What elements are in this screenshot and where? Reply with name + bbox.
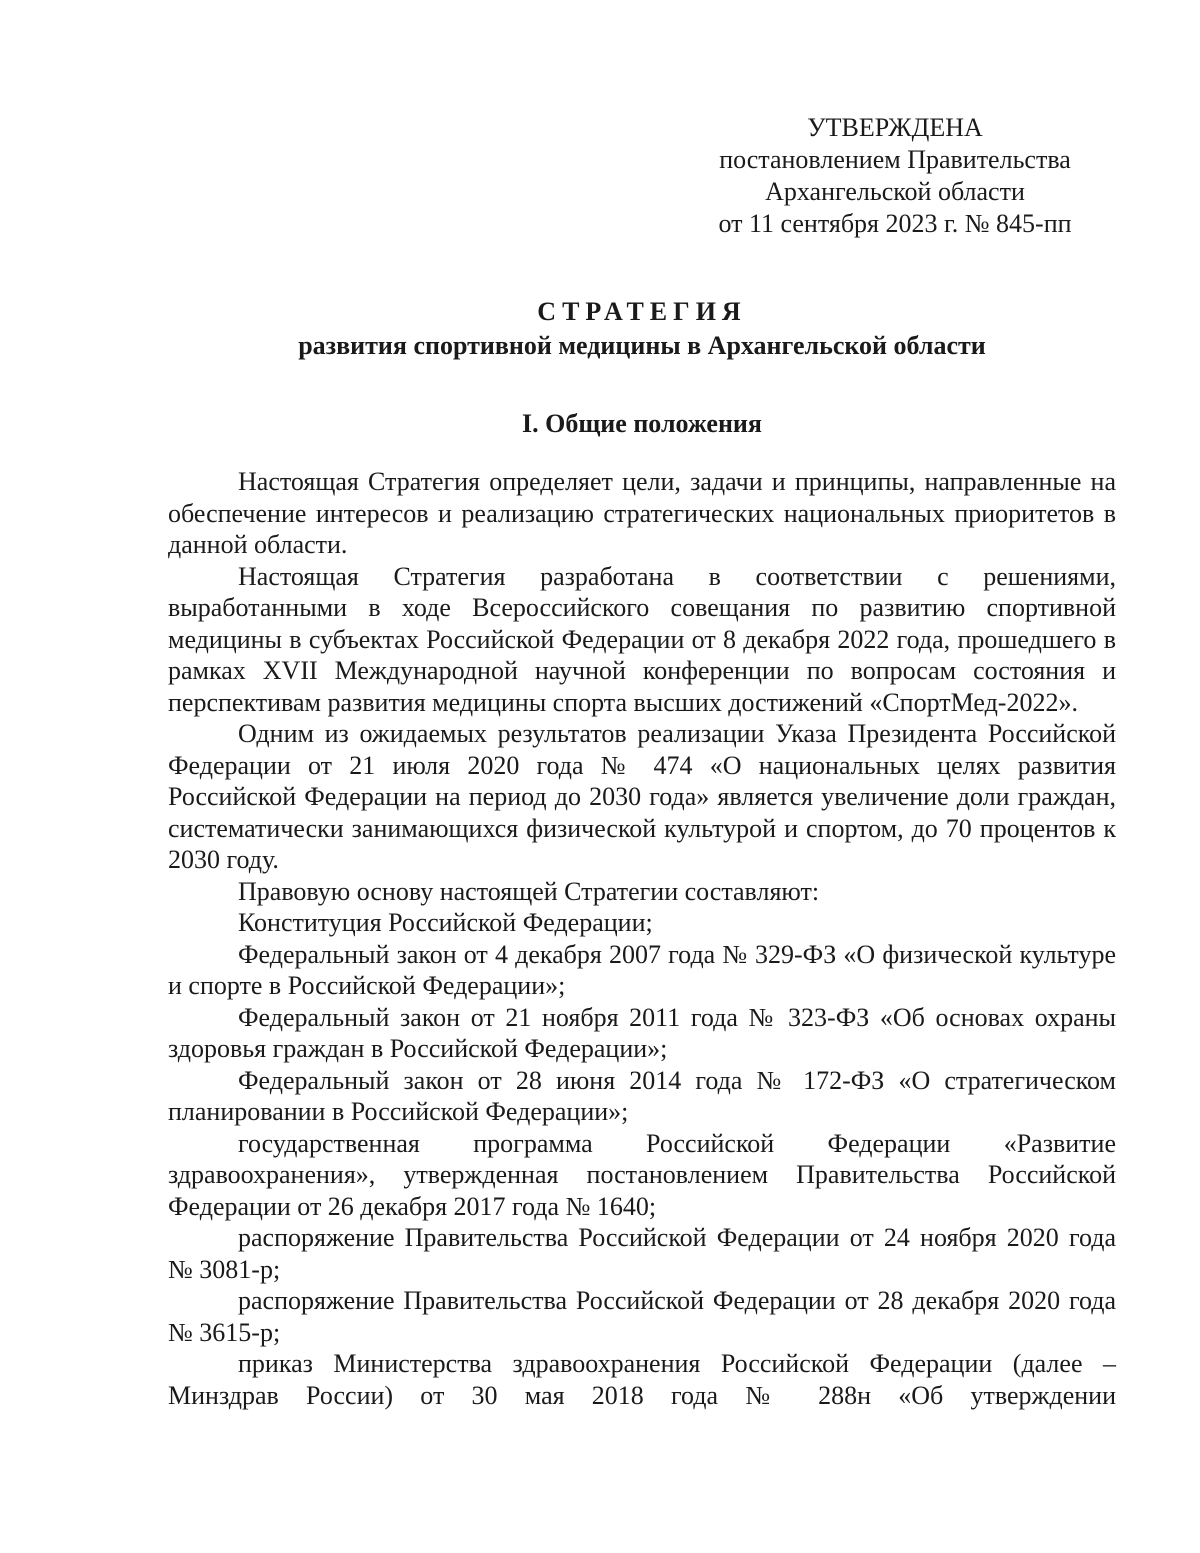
approval-line-1: УТВЕРЖДЕНА	[807, 113, 983, 142]
paragraph: государственная программа Российской Федерации «Развитие здравоохранения», утвержденная постановлением Правительства Российской Федерации от 26 декабря 2017 года № 1640;	[168, 1128, 1116, 1221]
paragraph: Одним из ожидаемых результатов реализации Указа Президента Российской Федерации от 21 июля 2020 года № 474 «О национальных целях развития Российской Федерации на период до 2030 года» является увеличение доли граждан, систематически занимающихся физической культурой и спортом, до 70 процентов к 2030 году.	[168, 719, 1116, 874]
document-body	[168, 466, 1116, 1411]
paragraph: Правовую основу настоящей Стратегии составляют:	[238, 876, 820, 906]
paragraph: распоряжение Правительства Российской Федерации от 24 ноября 2020 года № 3081-р;	[168, 1223, 1116, 1284]
paragraph: Настоящая Стратегия определяет цели, задачи и принципы, направленные на обеспечение интересов и реализацию стратегических национальных приоритетов в данной области.	[168, 467, 1116, 559]
paragraph: распоряжение Правительства Российской Федерации от 28 декабря 2020 года № 3615-р;	[168, 1286, 1116, 1347]
paragraph: Федеральный закон от 4 декабря 2007 года № 329-ФЗ «О физической культуре и спорте в Российской Федерации»;	[168, 939, 1116, 1000]
paragraph: Федеральный закон от 21 ноября 2011 года № 323-ФЗ «Об основах охраны здоровья граждан в Российской Федерации»;	[168, 1002, 1116, 1063]
paragraph: Федеральный закон от 28 июня 2014 года № 172-ФЗ «О стратегическом планировании в Российской Федерации»;	[168, 1065, 1116, 1126]
document-subtitle: развития спортивной медицины в Архангельской области	[298, 331, 986, 360]
paragraph: Настоящая Стратегия разработана в соответствии с решениями, выработанными в ходе Всероссийского совещания по развитию спортивной медицины в субъектах Российской Федерации от 8 декабря 2022 года, прошедшего в рамках XVII Международной научной конференции по вопросам состояния и перспективам развития медицины спорта высших достижений «СпортМед-2022».	[168, 561, 1116, 717]
section-heading: I. Общие положения	[522, 409, 762, 438]
paragraph: Конституция Российской Федерации;	[238, 908, 653, 937]
approval-stamp	[700, 112, 1090, 240]
approval-line-2: постановлением Правительства	[719, 145, 1071, 174]
document-title: СТРАТЕГИЯ	[537, 297, 747, 326]
approval-line-4: от 11 сентября 2023 г. № 845-пп	[718, 209, 1072, 238]
paragraph: приказ Министерства здравоохранения Российской Федерации (далее – Минздрав России) от 30 мая 2018 года № 288н «Об утверждении	[168, 1349, 1116, 1410]
approval-line-3: Архангельской области	[765, 177, 1025, 206]
